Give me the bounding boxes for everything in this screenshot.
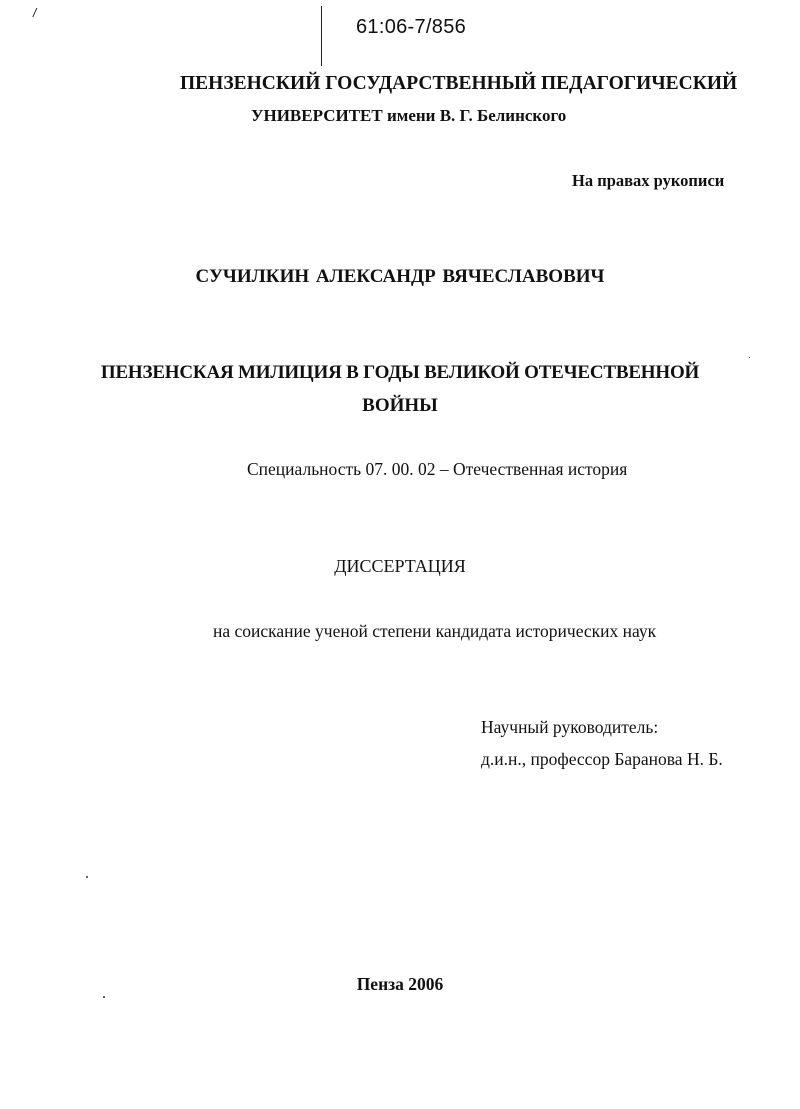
scan-mark: / — [33, 6, 37, 20]
supervisor-name: д.и.н., профессор Баранова Н. Б. — [481, 749, 723, 769]
author-name: СУЧИЛКИН АЛЕКСАНДР ВЯЧЕСЛАВОВИЧ — [195, 266, 605, 287]
degree-statement: на соискание ученой степени кандидата исторических наук — [213, 621, 657, 641]
supervisor-label: Научный руководитель: — [481, 717, 659, 737]
rights-note: На правах рукописи — [572, 171, 725, 190]
dissertation-title-line-2: ВОЙНЫ — [362, 395, 438, 416]
scan-speck — [749, 357, 750, 358]
scan-margin-line — [321, 6, 322, 66]
document-type: ДИССЕРТАЦИЯ — [334, 556, 466, 576]
archive-code: 61:06-7/856 — [356, 16, 467, 38]
university-name-line-1: ПЕНЗЕНСКИЙ ГОСУДАРСТВЕННЫЙ ПЕДАГОГИЧЕСКИЙ — [180, 73, 738, 94]
scan-speck — [103, 996, 105, 998]
dissertation-title-line-1: ПЕНЗЕНСКАЯ МИЛИЦИЯ В ГОДЫ ВЕЛИКОЙ ОТЕЧЕСТВЕННОЙ — [100, 362, 700, 383]
specialty: Специальность 07. 00. 02 – Отечественная история — [247, 459, 628, 479]
scan-speck — [86, 876, 88, 878]
place-and-year: Пенза 2006 — [356, 974, 444, 994]
university-name-line-2: УНИВЕРСИТЕТ имени В. Г. Белинского — [251, 106, 567, 125]
